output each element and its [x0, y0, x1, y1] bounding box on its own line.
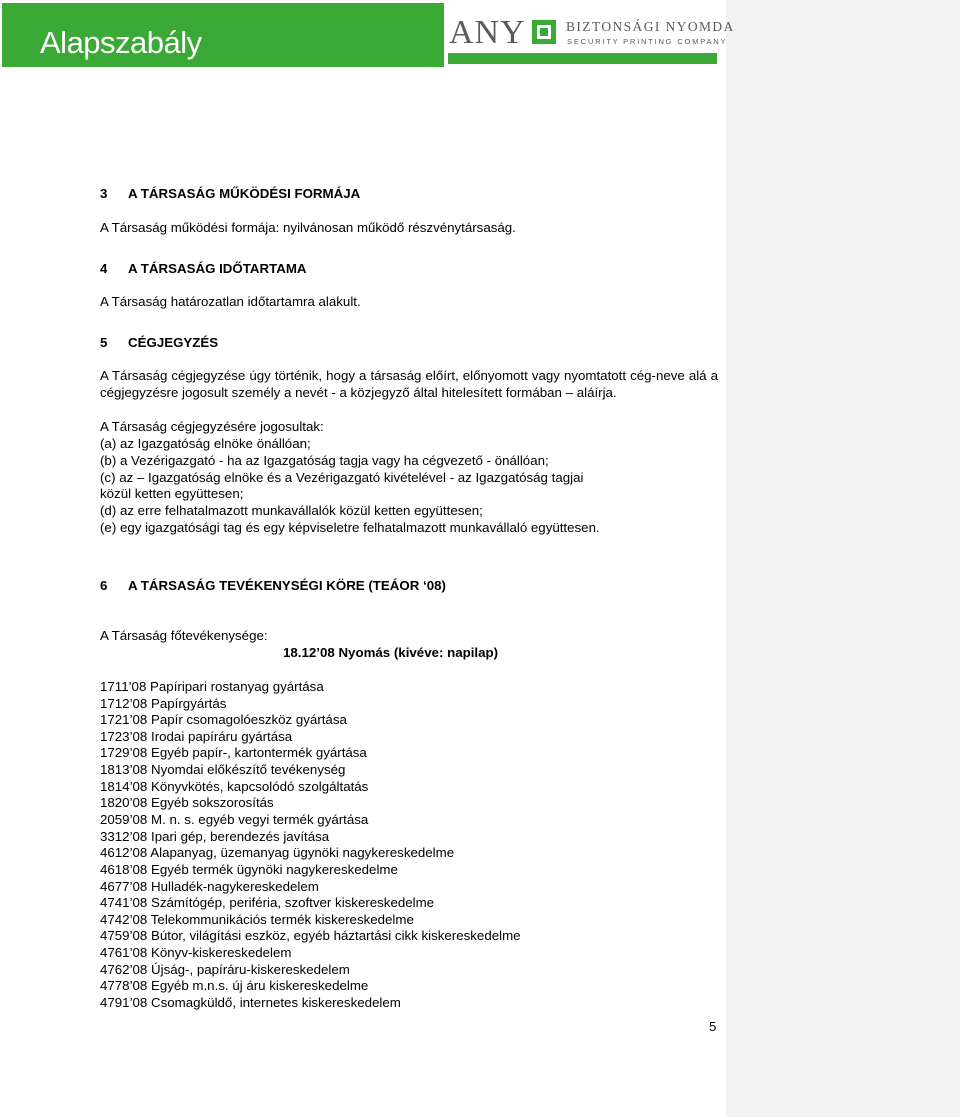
- logo-tagline-bar: [448, 53, 717, 105]
- activity-item: 1711’08 Papíripari rostanyag gyártása: [100, 679, 324, 694]
- document-title: Alapszabály: [40, 25, 202, 60]
- activity-item: 4618’08 Egyéb termék ügynöki nagykereskedelme: [100, 862, 398, 877]
- activity-item: 4742’08 Telekommunikációs termék kiskereskedelme: [100, 912, 414, 927]
- main-activity-label: A Társaság főtevékenysége:: [100, 628, 268, 643]
- activity-item: 1820’08 Egyéb sokszorosítás: [100, 795, 274, 810]
- section-heading-3: 3 A TÁRSASÁG MŰKÖDÉSI FORMÁJA: [100, 186, 361, 201]
- signatory-line: (e) egy igazgatósági tag és egy képviseletre felhatalmazott munkavállaló együttesen.: [100, 520, 600, 535]
- activity-item: 4677’08 Hulladék-nagykereskedelem: [100, 879, 319, 894]
- page-number: 5: [709, 1019, 717, 1034]
- activity-item: 1723’08 Irodai papíráru gyártása: [100, 729, 293, 744]
- activity-item: 4791’08 Csomagküldő, internetes kiskereskedelem: [100, 995, 401, 1010]
- activity-item: 1729’08 Egyéb papír-, kartontermék gyártása: [100, 745, 367, 760]
- company-logo: [447, 10, 735, 105]
- signatory-line: (a) az Igazgatóság elnöke önállóan;: [100, 436, 311, 451]
- activity-item: 1712’08 Papírgyártás: [100, 696, 227, 711]
- section-text-3: A Társaság működési formája: nyilvánosan működő részvénytársaság.: [100, 220, 516, 235]
- section-text-4: A Társaság határozatlan időtartamra alakult.: [100, 294, 361, 309]
- section-heading-6: 6 A TÁRSASÁG TEVÉKENYSÉGI KÖRE (TEÁOR ‘08): [100, 578, 446, 593]
- logo-square-icon: [532, 20, 556, 44]
- logo-company-name: BIZTONSÁGI NYOMDA: [566, 19, 735, 34]
- activity-item: 2059’08 M. n. s. egyéb vegyi termék gyártása: [100, 812, 369, 827]
- activity-item: 4761’08 Könyv-kiskereskedelem: [100, 945, 292, 960]
- logo-subtitle: SECURITY PRINTING COMPANY: [567, 37, 728, 46]
- signatory-line: A Társaság cégjegyzésére jogosultak:: [100, 419, 324, 434]
- activity-item: 4762’08 Újság-, papíráru-kiskereskedelem: [100, 962, 350, 977]
- activity-item: 1813’08 Nyomdai előkészítő tevékenység: [100, 762, 346, 777]
- signatory-line: (b) a Vezérigazgató - ha az Igazgatóság tagja vagy ha cégvezető - önállóan;: [100, 453, 549, 468]
- section-heading-4: 4 A TÁRSASÁG IDŐTARTAMA: [100, 261, 307, 276]
- logo-tagline: KORÁBBAN ÁLLAMI NYOMDA: [456, 97, 709, 105]
- activity-item: 1814’08 Könyvkötés, kapcsolódó szolgáltatás: [100, 779, 369, 794]
- activity-item: 1721’08 Papír csomagolóeszköz gyártása: [100, 712, 347, 727]
- signatory-line: (c) az – Igazgatóság elnöke és a Vezérigazgató kivételével - az Igazgatóság tagjai: [100, 470, 584, 485]
- section-heading-5: 5 CÉGJEGYZÉS: [100, 335, 219, 350]
- activity-item: 4759’08 Bútor, világítási eszköz, egyéb háztartási cikk kiskereskedelme: [100, 928, 521, 943]
- activity-item: 4612’08 Alapanyag, üzemanyag ügynöki nagykereskedelme: [100, 845, 455, 860]
- main-activity: 18.12’08 Nyomás (kivéve: napilap): [283, 645, 499, 660]
- header-banner: [2, 3, 444, 67]
- activity-item: 4741’08 Számítógép, periféria, szoftver kiskereskedelme: [100, 895, 435, 910]
- logo-wordmark: ANY: [449, 14, 526, 51]
- right-margin-band: [726, 0, 960, 1117]
- activity-item: 4778’08 Egyéb m.n.s. új áru kiskereskedelme: [100, 978, 369, 993]
- signatory-line: (d) az erre felhatalmazott munkavállalók közül ketten együttesen;: [100, 503, 483, 518]
- signatory-line: közül ketten együttesen;: [100, 486, 244, 501]
- section-paragraph-5: A Társaság cégjegyzése úgy történik, hogy a társaság előírt, előnyomott vagy nyomtatott cég-neve alá a cégjegyzésre jogosult személy a nevét - a közjegyző által hitelesített formában – aláírja.: [100, 368, 718, 400]
- activity-item: 3312’08 Ipari gép, berendezés javítása: [100, 829, 330, 844]
